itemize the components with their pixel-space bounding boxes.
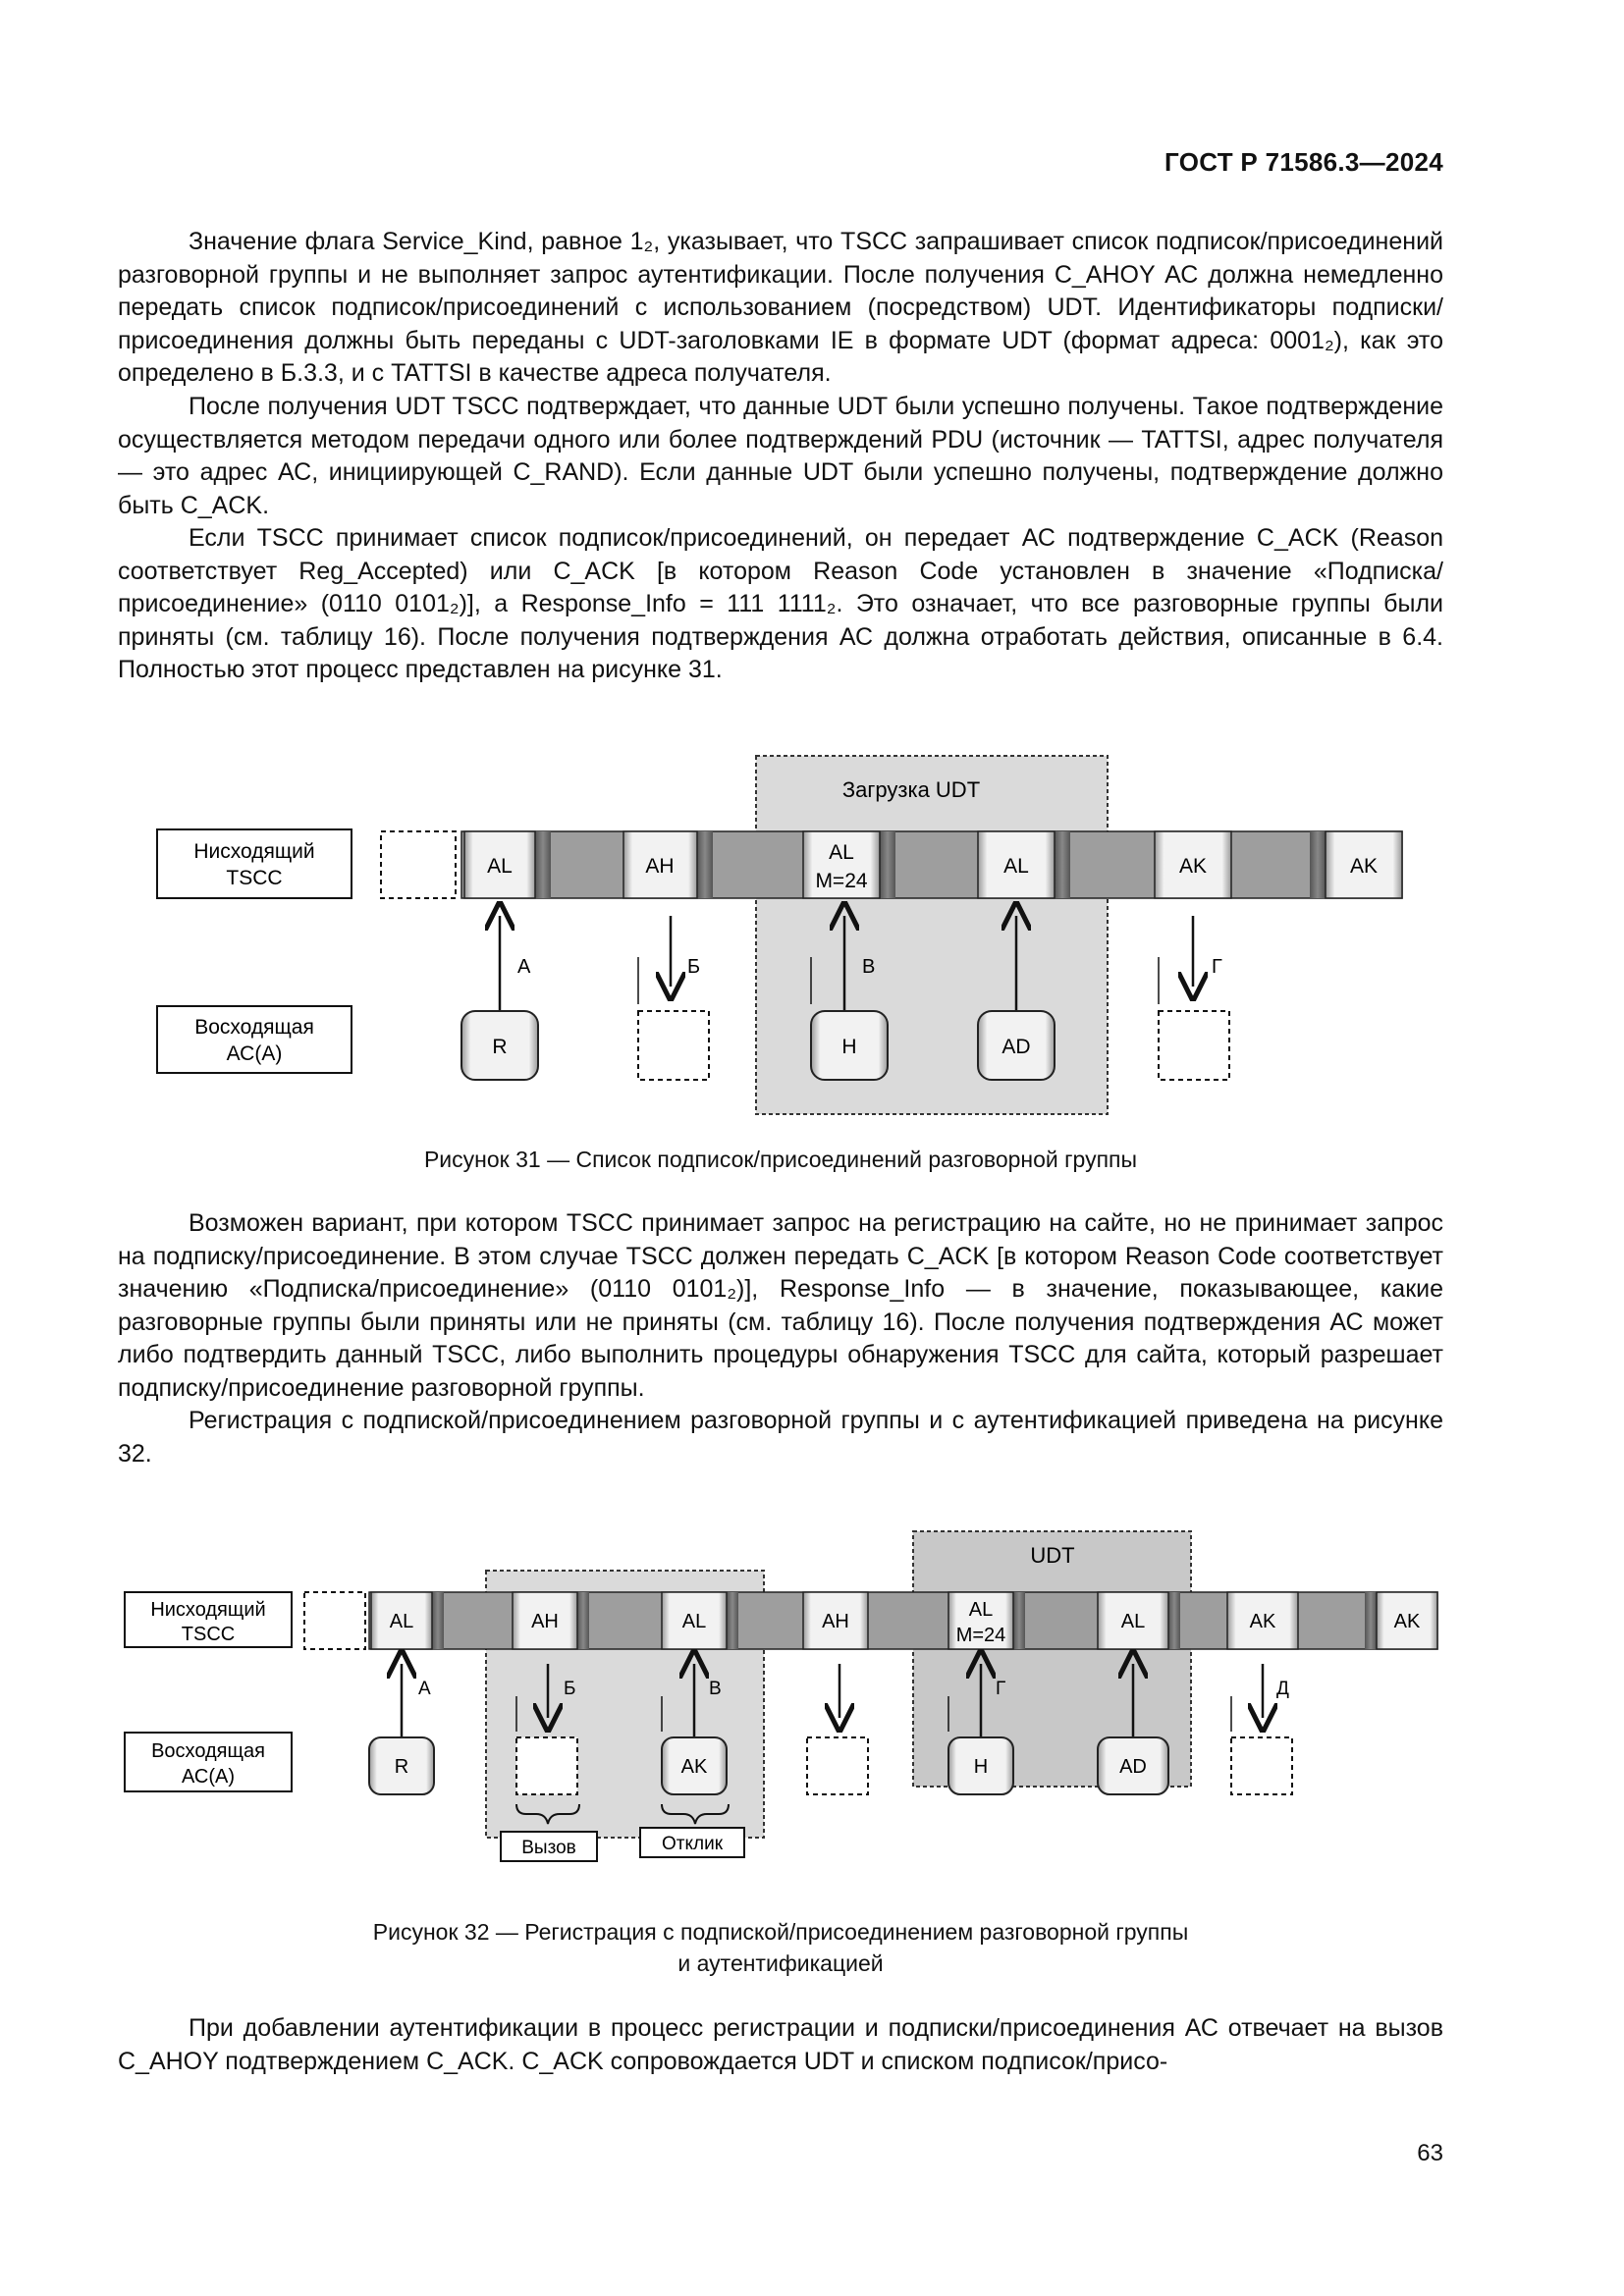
down-block-al-1: AL (487, 855, 513, 878)
figure-32-caption-line2: и аутентификацией (677, 1950, 884, 1976)
udt-label: UDT (1030, 1543, 1075, 1568)
response-label: Отклик (661, 1834, 724, 1854)
paragraph-1: Значение флага Service_Kind, равное 1₂, указывает, что TSCC запрашивает список подписок/присоединений разговорной группы и не выполняет запрос аутентификации. После получения C_AHOY АС должна немедленно передать список подписок/присоединений с использованием (посредством) UDT. Идентификаторы подписки/присоединения должны быть переданы с UDT-заголовками IE в формате UDT (формат адреса: 0001₂), как это определено в Б.3.3, и с TATTSI в качестве адреса получателя. (118, 228, 1443, 387)
down-block-ah-2: AH (822, 1611, 849, 1632)
downlink-label-line2: TSCC (181, 1624, 236, 1645)
udt-load-label: Загрузка UDT (841, 777, 981, 802)
down-block-al-4: AL (1120, 1611, 1146, 1632)
down-block-ah-1: AH (531, 1611, 559, 1632)
down-block-al-2: AL (829, 841, 854, 864)
arrow-label-v: В (862, 956, 876, 978)
uplink-label-line1: Восходящая (151, 1740, 265, 1762)
figure-32-diagram (0, 1522, 1624, 1895)
arrow-label-a: А (517, 956, 531, 978)
down-block-al-2: AL (681, 1611, 707, 1632)
uplink-label-line2: АС(А) (181, 1766, 236, 1788)
figure-32-caption-line1: Рисунок 32 — Регистрация с подпиской/присоединением разговорной группы (372, 1919, 1189, 1945)
m-label: M=24 (815, 870, 868, 892)
down-block-al-3: AL (1003, 855, 1029, 878)
up-block-r: R (492, 1036, 508, 1058)
up-block-r: R (394, 1756, 409, 1778)
up-block-ak: AK (680, 1756, 708, 1778)
down-block-ak-1: AK (1178, 855, 1208, 878)
paragraph-6: При добавлении аутентификации в процесс регистрации и подписки/присоединения АС отвечает на вызов C_AHOY подтверждением C_ACK. C_ACK сопровождается UDT и списком подписок/присо- (118, 2014, 1443, 2075)
m-label: M=24 (955, 1625, 1006, 1646)
downlink-label-line1: Нисходящий (193, 840, 315, 863)
arrow-label-b: Б (687, 956, 701, 978)
paragraph-4: Возможен вариант, при котором TSCC принимает запрос на регистрацию на сайте, но не принимает запрос на подписку/присоединение. В этом случае TSCC должен передать C_ACK [в котором Reason Code соответствует значению «Подписка/присоединение» (0110 0101₂)], Response_Info — в значение, показывающее, какие разговорные группы были приняты или не приняты (см. таблицу 16). После получения подтверждения АС может либо подтвердить данный TSCC, либо выполнить процедуры обнаружения TSCC для сайта, который разрешает подписку/присоединение разговорной группы. (118, 1209, 1443, 1402)
page-number: 63 (1417, 2140, 1443, 2166)
figure-31-diagram (0, 741, 1624, 1124)
down-block-ah-1: AH (645, 855, 675, 878)
up-block-ad: AD (1001, 1036, 1031, 1058)
up-block-h: H (841, 1036, 857, 1058)
up-block-ad: AD (1119, 1756, 1147, 1778)
document-id: ГОСТ Р 71586.3—2024 (1164, 147, 1443, 177)
downlink-label-line2: TSCC (226, 867, 283, 889)
up-block-h: H (973, 1756, 989, 1778)
arrow-label-v: В (709, 1679, 722, 1699)
figure-32-caption (118, 1916, 1443, 1979)
arrow-label-d: Д (1276, 1679, 1289, 1699)
down-block-ak-2: AK (1349, 855, 1379, 878)
figure-31-caption: Рисунок 31 — Список подписок/присоединений разговорной группы (423, 1147, 1138, 1172)
paragraph-5: Регистрация с подпиской/присоединением разговорной группы и с аутентификацией приведена на рисунке 32. (118, 1407, 1443, 1468)
down-block-ak-2: AK (1393, 1611, 1421, 1632)
uplink-label-line2: АС(А) (226, 1042, 283, 1065)
down-block-ak-1: AK (1249, 1611, 1276, 1632)
arrow-label-b: Б (564, 1679, 576, 1699)
down-block-al-3: AL (968, 1599, 994, 1621)
arrow-label-g: Г (1212, 956, 1222, 978)
arrow-label-a: А (418, 1679, 431, 1699)
down-block-al-1: AL (389, 1611, 414, 1632)
arrow-label-g: Г (996, 1679, 1006, 1699)
paragraph-3: Если TSCC принимает список подписок/присоединений, он передает АС подтверждение C_ACK (Reason соответствует Reg_Accepted) или C_ACK [в котором Reason Code установлен в значение «Подписка/присоединение» (0110 0101₂)], а Response_Info = 111 1111₂. Это означает, что все разговорные группы были приняты (см. таблицу 16). После получения подтверждения АС должна отработать действия, описанные в 6.4. Полностью этот процесс представлен на рисунке 31. (118, 524, 1443, 683)
paragraph-2: После получения UDT TSCC подтверждает, что данные UDT были успешно получены. Такое подтверждение осуществляется методом передачи одного или более подтверждений PDU (источник — TATTSI, адрес получателя — это адрес АС, инициирующей C_RAND). Если данные UDT были успешно получены, подтверждение должно быть C_ACK. (118, 393, 1443, 519)
downlink-label-line1: Нисходящий (150, 1599, 266, 1621)
call-label: Вызов (521, 1838, 576, 1858)
uplink-label-line1: Восходящая (194, 1016, 314, 1039)
